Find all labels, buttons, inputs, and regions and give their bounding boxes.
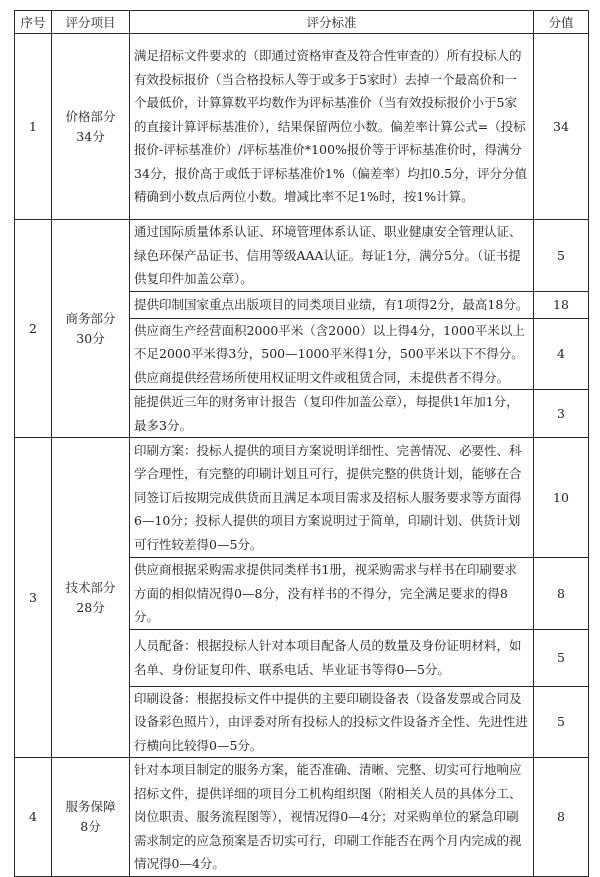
criterion-score: 18 xyxy=(534,291,589,318)
header-points: 分值 xyxy=(534,11,589,34)
criterion-score: 8 xyxy=(534,558,589,630)
header-standard: 评分标准 xyxy=(130,11,534,34)
criterion-line: 供应商根据采购需求提供同类样书1册，视采购需求与样书在印刷要求 xyxy=(134,562,517,577)
group-number: 2 xyxy=(15,220,52,438)
criterion-score: 4 xyxy=(534,318,589,390)
criterion-line: 6—10分；投标人提供的项目方案说明过于简单，印刷计划、供货计划 xyxy=(134,513,521,529)
criterion-text xyxy=(130,438,534,558)
criterion-line: 进行横向比较得0—5分。 xyxy=(134,714,528,753)
criterion-line: 满足招标文件要求的（即通过资格审查及符合性审查的）所有投标人的 xyxy=(134,48,522,64)
criterion-score: 10 xyxy=(534,438,589,558)
criterion-line: 有效投标报价（当合格投标人等于或多于5家时）去掉一个最高价和一 xyxy=(134,71,517,87)
criterion-line: 同签订后按期完成供货而且满足本项目需求及招标人服务要求等方面得 xyxy=(134,489,522,505)
criterion-line: 不足1%时，按1%计算。 xyxy=(334,189,474,205)
criterion-line: （偏差率）均扣0.5分，评分分值精确到小数点后两位小数。增减比率 xyxy=(134,165,528,205)
criterion-line: 供应商生产经营面积2000平米（含2000）以上得4分，1000平米以上不 xyxy=(134,322,525,361)
criterion-line: 名单、身份证复印件、联系电话、毕业证书等得0—5分。 xyxy=(134,661,450,677)
criterion-line: 足2000平米得3分，500—1000平米得1分，500平米以下不得分。供 xyxy=(134,346,524,385)
header-row xyxy=(15,11,589,34)
criterion-text xyxy=(130,291,534,318)
criterion-line: 需求制定的应急预案是否切实可行，印刷工作能否在两个月内完成的视 xyxy=(134,832,522,848)
group-category xyxy=(52,220,130,438)
criterion-row xyxy=(15,438,589,558)
criterion-score: 34 xyxy=(534,34,589,220)
header-no: 序号 xyxy=(15,11,52,34)
criterion-text xyxy=(130,34,534,220)
criterion-row xyxy=(15,220,589,292)
group-number: 3 xyxy=(15,438,52,758)
criterion-line: 个最低价，计算算数平均数作为评标基准价（当有效投标报价小于5家 xyxy=(134,95,517,111)
criterion-text xyxy=(130,318,534,390)
criterion-text xyxy=(130,758,534,877)
category-points: 34分 xyxy=(76,128,105,144)
criterion-line: 印刷设备：根据投标文件中提供的主要印刷设备表（设备发票或合同及 xyxy=(134,690,522,706)
group-number: 4 xyxy=(15,758,52,877)
criterion-line: 绿色环保产品证书、信用等级AAA认证。每证1分，满分5分。（证 xyxy=(134,247,496,263)
criterion-score: 8 xyxy=(534,758,589,877)
criterion-line: 学合理性，有完整的印刷计划且可行，提供完整的供货计划，能够在合 xyxy=(134,466,522,482)
criterion-line: 人员配备：根据投标人针对本项目配备人员的数量及身份证明材料，如 xyxy=(134,638,522,653)
criterion-line: 的直接计算评标基准价），结果保留两位小数。 xyxy=(134,118,391,134)
criterion-line: 招标文件，提供详细的项目分工机构组织图（附相关人员的具体分工、 xyxy=(134,785,522,801)
criterion-score: 5 xyxy=(534,686,589,758)
criterion-line: 提供印制国家重点出版项目的同类项目业绩，有1项得2分，最高18分。 xyxy=(134,296,529,312)
criterion-line: 偏差率计算公式=（投标报价-评标基准价）/评标基准价*100% xyxy=(134,118,526,158)
criterion-line: 岗位职责、服务流程图等），视情况得0—4分；对采购单位的紧急印刷 xyxy=(134,809,519,824)
group-number: 1 xyxy=(15,34,52,220)
criterion-line: 印刷方案：投标人提供的项目方案说明详细性、完善情况、必要性、科 xyxy=(134,442,522,458)
criterion-row xyxy=(15,758,589,877)
category-name: 技术部分 xyxy=(65,579,116,595)
scoring-table xyxy=(14,10,589,877)
criterion-line: 通过国际质量体系认证、环境管理体系认证、职业健康安全管理认证、 xyxy=(134,224,522,239)
header-item: 评分项目 xyxy=(52,11,130,34)
criterion-score: 5 xyxy=(534,220,589,292)
criterion-score: 3 xyxy=(534,390,589,438)
group-category xyxy=(52,438,130,758)
criterion-line: 报价等于评标基准价时，得满分34分，报价高于或低于评标基准价1% xyxy=(134,142,522,181)
criterion-line: 可行性较差得0—5分。 xyxy=(134,536,263,552)
criterion-line: 情况得0—4分。 xyxy=(134,856,225,871)
criterion-line: 针对本项目制定的服务方案，能否准确、清晰、完整、切实可行地响应 xyxy=(134,762,522,777)
category-name: 服务保障 xyxy=(65,798,116,814)
category-name: 价格部分 xyxy=(65,108,116,124)
category-points: 30分 xyxy=(76,330,105,346)
criterion-text xyxy=(130,629,534,686)
group-category xyxy=(52,34,130,220)
criterion-text xyxy=(130,558,534,630)
criterion-line: 设备彩色照片），由评委对所有投标人的投标文件设备齐全性、先进性 xyxy=(134,714,516,729)
criterion-line: 能提供近三年的财务审计报告（复印件加盖公章），每提供1年加1分， xyxy=(134,394,519,409)
criterion-row xyxy=(15,34,589,220)
criterion-line: 书提供复印件加盖公章）。 xyxy=(134,247,521,286)
category-points: 28分 xyxy=(76,599,105,615)
criterion-text xyxy=(130,686,534,758)
criterion-score: 5 xyxy=(534,629,589,686)
group-category xyxy=(52,758,130,877)
category-points: 8分 xyxy=(80,818,101,834)
criterion-line: 应商提供经营场所使用权证明文件或租赁合同，未提供者不得分。 xyxy=(146,369,510,385)
category-name: 商务部分 xyxy=(65,310,116,326)
criterion-text xyxy=(130,220,534,292)
criterion-text xyxy=(130,390,534,438)
criterion-line: 方面的相似情况得0—8分，没有样书的不得分，完全满足要求的得8分。 xyxy=(134,585,508,624)
criterion-line: 最多3分。 xyxy=(134,417,192,433)
